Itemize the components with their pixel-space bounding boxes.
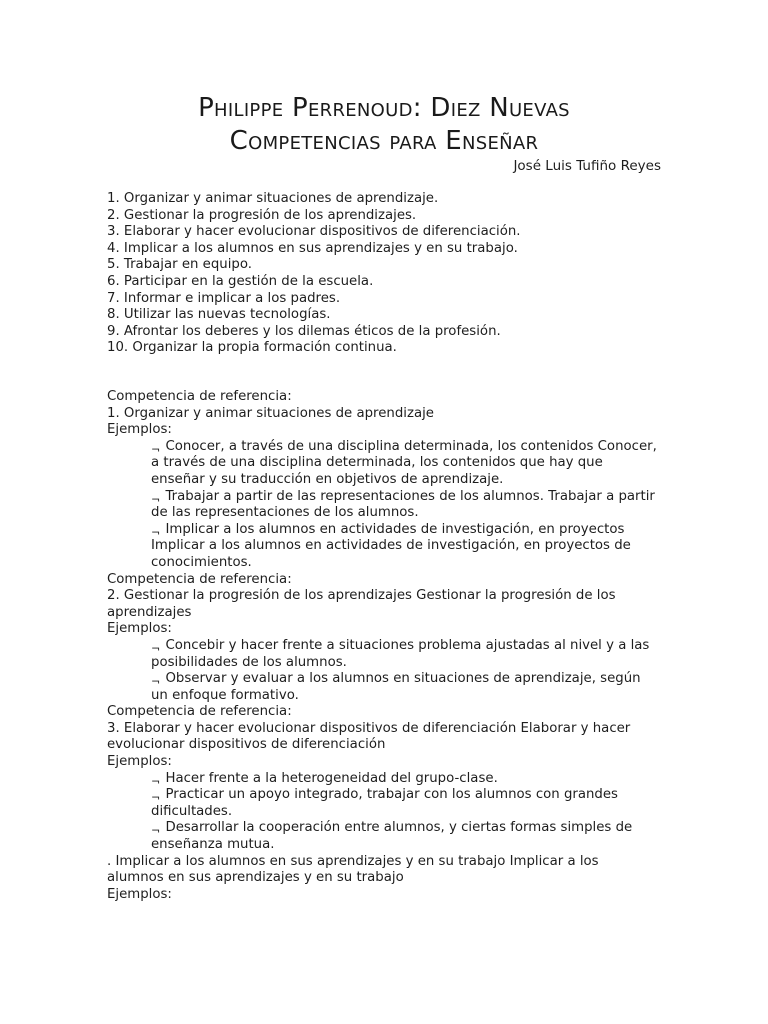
section-3-title: 3. Elaborar y hacer evolucionar dispositivos de diferenciación Elaborar y hacer evolucionar dispositivos de diferenciación xyxy=(107,720,631,753)
example-text: Implicar a los alumnos en actividades de investigación, en proyectos Implicar a los alumnos en actividades de investigación, en proyectos de conocimientos. xyxy=(151,521,631,570)
section-2-heading: Competencia de referencia: xyxy=(107,571,292,587)
competency-item-9: 9. Afrontar los deberes y los dilemas éticos de la profesión. xyxy=(107,323,501,339)
document-body xyxy=(107,389,657,903)
section-1-example-3 xyxy=(107,522,657,572)
document-title xyxy=(80,92,688,158)
example-text: Observar y evaluar a los alumnos en situaciones de aprendizaje, según un enfoque formativo. xyxy=(151,671,641,703)
title-line-1: Philippe Perrenoud: Diez Nuevas xyxy=(198,93,570,123)
section-3-example-3 xyxy=(107,820,657,853)
bullet-mark: ¬ xyxy=(151,525,161,539)
section-1-examples-label: Ejemplos: xyxy=(107,422,172,438)
competency-item-2: 2. Gestionar la progresión de los aprendizajes. xyxy=(107,207,417,223)
competency-item-4: 4. Implicar a los alumnos en sus aprendizajes y en su trabajo. xyxy=(107,240,518,256)
bullet-mark: ¬ xyxy=(151,492,161,506)
competency-item-8: 8. Utilizar las nuevas tecnologías. xyxy=(107,307,331,323)
section-2-example-2 xyxy=(107,671,657,704)
section-3-example-2 xyxy=(107,787,657,820)
bullet-mark: ¬ xyxy=(151,774,161,788)
example-text: Desarrollar la cooperación entre alumnos, y ciertas formas simples de enseñanza mutua. xyxy=(151,820,633,853)
bullet-mark: ¬ xyxy=(151,641,161,655)
bullet-mark: ¬ xyxy=(151,442,161,456)
example-text: Hacer frente a la heterogeneidad del grupo-clase. xyxy=(165,770,498,786)
bullet-mark: ¬ xyxy=(151,791,161,805)
section-2-example-1 xyxy=(107,638,657,671)
section-2-examples-label: Ejemplos: xyxy=(107,621,172,637)
section-1-example-2 xyxy=(107,489,657,522)
section-4-title: . Implicar a los alumnos en sus aprendizajes y en su trabajo Implicar a los alumnos en sus aprendizajes y en su trabajo xyxy=(107,853,599,886)
section-4-examples-label: Ejemplos: xyxy=(107,886,172,902)
example-text: Trabajar a partir de las representaciones de los alumnos. Trabajar a partir de las representaciones de los alumnos. xyxy=(151,488,655,521)
competency-item-7: 7. Informar e implicar a los padres. xyxy=(107,290,341,306)
competency-item-10: 10. Organizar la propia formación continua. xyxy=(107,340,397,356)
author-name: José Luis Tufiño Reyes xyxy=(513,158,661,174)
section-3-examples-label: Ejemplos: xyxy=(107,754,172,770)
example-text: Conocer, a través de una disciplina determinada, los contenidos Conocer, a través de una disciplina determinada, los contenidos que hay que enseñar y su traducción en objetivos de aprendizaje. xyxy=(151,438,657,487)
section-3-example-1 xyxy=(107,771,657,788)
section-3-heading: Competencia de referencia: xyxy=(107,704,292,720)
section-2-title: 2. Gestionar la progresión de los aprendizajes Gestionar la progresión de los aprendizajes xyxy=(107,588,616,620)
example-text: Concebir y hacer frente a situaciones problema ajustadas al nivel y a las posibilidades de los alumnos. xyxy=(151,637,650,670)
section-1-heading: Competencia de referencia: xyxy=(107,389,292,404)
competency-item-6: 6. Participar en la gestión de la escuela. xyxy=(107,273,374,289)
title-line-2: Competencias para Enseñar xyxy=(229,126,539,156)
section-1-example-1 xyxy=(107,439,657,489)
competency-item-5: 5. Trabajar en equipo. xyxy=(107,257,252,273)
example-text: Practicar un apoyo integrado, trabajar con los alumnos con grandes dificultades. xyxy=(151,787,618,819)
section-1-title: 1. Organizar y animar situaciones de aprendizaje xyxy=(107,405,434,421)
competency-item-3: 3. Elaborar y hacer evolucionar dispositivos de diferenciación. xyxy=(107,224,521,240)
competency-list xyxy=(107,191,667,357)
competency-item-1: 1. Organizar y animar situaciones de aprendizaje. xyxy=(107,191,439,206)
bullet-mark: ¬ xyxy=(151,824,161,838)
bullet-mark: ¬ xyxy=(151,675,161,689)
